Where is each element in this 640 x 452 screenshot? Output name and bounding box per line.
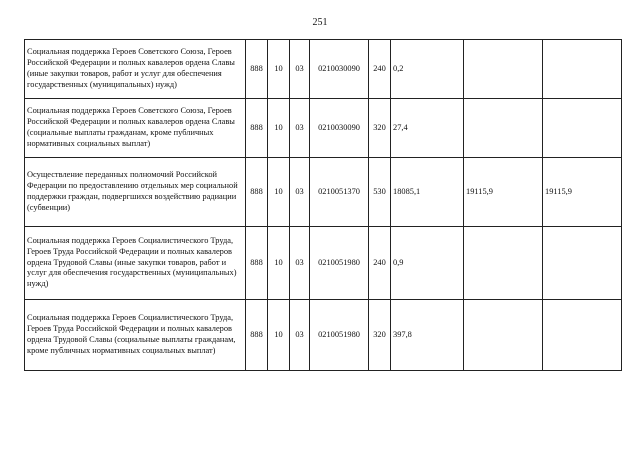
ministry-code: 888 xyxy=(246,227,268,300)
subsection-code: 03 xyxy=(290,40,310,99)
row-description: Социальная поддержка Героев Социалистического Труда, Героев Труда Российской Федерации и полных кавалеров ордена Трудовой Славы (социальные выплаты гражданам, кроме публичных нормативных социальных выплат) xyxy=(25,300,246,371)
budget-table xyxy=(24,39,622,371)
section-code: 10 xyxy=(268,99,290,158)
row-description: Социальная поддержка Героев Социалистического Труда, Героев Труда Российской Федерации и полных кавалеров ордена Трудовой Славы (иные закупки товаров, работ и услуг для обеспечения государственных (муниципальных) нужд) xyxy=(25,227,246,300)
page-number: 251 xyxy=(312,17,328,28)
ministry-code: 888 xyxy=(246,300,268,371)
section-code: 10 xyxy=(268,227,290,300)
amount-year-1: 397,8 xyxy=(391,300,464,371)
table-row xyxy=(25,158,622,227)
table-row xyxy=(25,40,622,99)
expense-type-code: 240 xyxy=(369,227,391,300)
expense-type-code: 530 xyxy=(369,158,391,227)
amount-year-2 xyxy=(464,300,543,371)
amount-year-3 xyxy=(543,40,622,99)
ministry-code: 888 xyxy=(246,158,268,227)
target-article-code: 0210030090 xyxy=(310,40,369,99)
section-code: 10 xyxy=(268,300,290,371)
amount-year-3 xyxy=(543,99,622,158)
subsection-code: 03 xyxy=(290,99,310,158)
amount-year-3 xyxy=(543,227,622,300)
expense-type-code: 320 xyxy=(369,300,391,371)
table-row xyxy=(25,227,622,300)
amount-year-1: 27,4 xyxy=(391,99,464,158)
row-description: Осуществление переданных полномочий Российской Федерации по предоставлению отдельных мер социальной поддержки граждан, подвергшихся воздействию радиации (субвенции) xyxy=(25,158,246,227)
amount-year-2 xyxy=(464,99,543,158)
subsection-code: 03 xyxy=(290,227,310,300)
amount-year-1: 0,9 xyxy=(391,227,464,300)
amount-year-1: 18085,1 xyxy=(391,158,464,227)
amount-year-2 xyxy=(464,40,543,99)
amount-year-2 xyxy=(464,227,543,300)
row-description: Социальная поддержка Героев Советского Союза, Героев Российской Федерации и полных кавалеров ордена Славы (социальные выплаты гражданам, кроме публичных нормативных социальных выплат) xyxy=(25,99,246,158)
target-article-code: 0210051980 xyxy=(310,300,369,371)
amount-year-3 xyxy=(543,300,622,371)
target-article-code: 0210051980 xyxy=(310,227,369,300)
subsection-code: 03 xyxy=(290,158,310,227)
subsection-code: 03 xyxy=(290,300,310,371)
expense-type-code: 240 xyxy=(369,40,391,99)
section-code: 10 xyxy=(268,158,290,227)
table-row xyxy=(25,99,622,158)
row-description: Социальная поддержка Героев Советского Союза, Героев Российской Федерации и полных кавалеров ордена Славы (иные закупки товаров, работ и услуг для обеспечения государственных (муниципальных) нужд) xyxy=(25,40,246,99)
amount-year-2: 19115,9 xyxy=(464,158,543,227)
target-article-code: 0210051370 xyxy=(310,158,369,227)
table-row xyxy=(25,300,622,371)
ministry-code: 888 xyxy=(246,99,268,158)
section-code: 10 xyxy=(268,40,290,99)
amount-year-3: 19115,9 xyxy=(543,158,622,227)
ministry-code: 888 xyxy=(246,40,268,99)
expense-type-code: 320 xyxy=(369,99,391,158)
amount-year-1: 0,2 xyxy=(391,40,464,99)
target-article-code: 0210030090 xyxy=(310,99,369,158)
